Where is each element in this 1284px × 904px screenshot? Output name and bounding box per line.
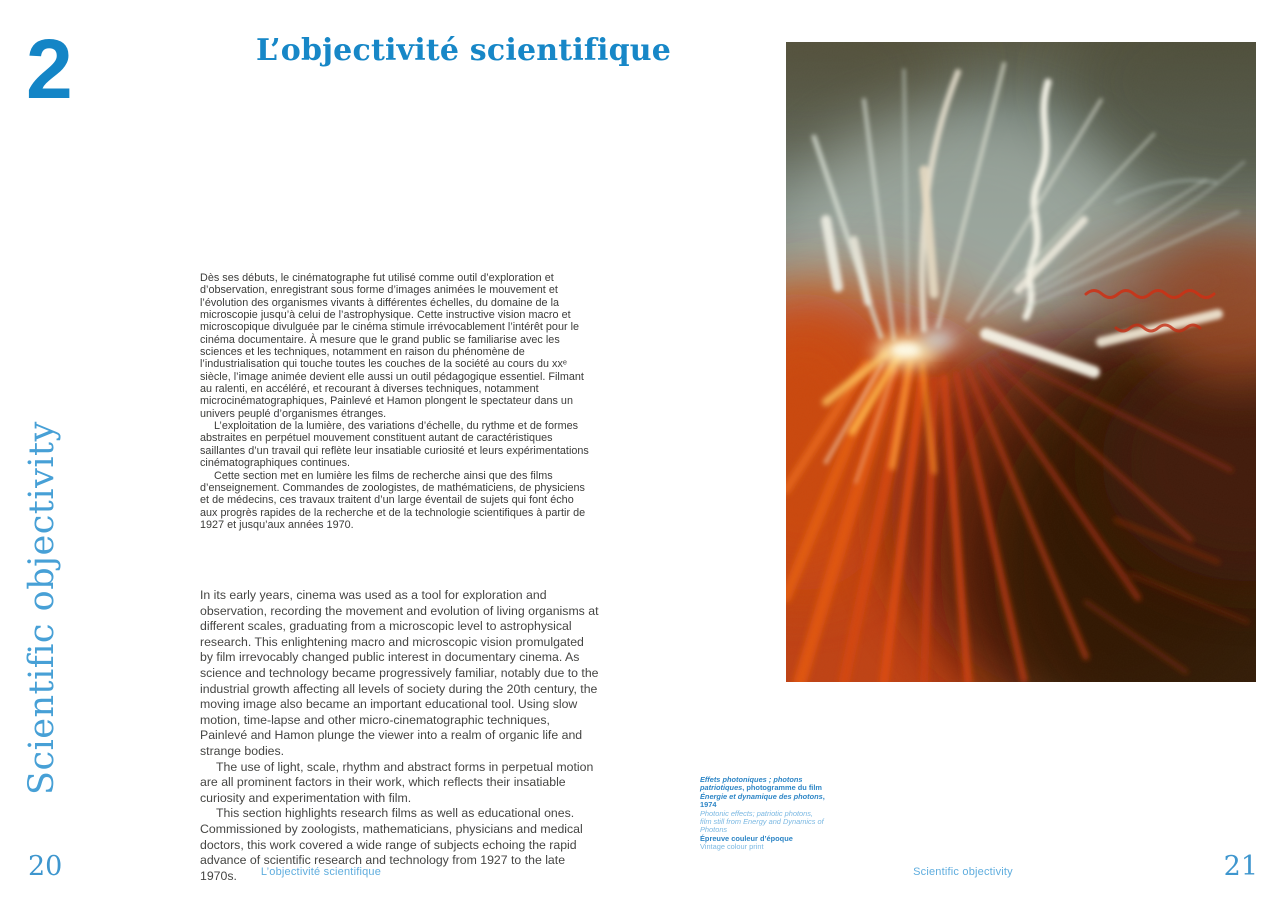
caption-english: Photonic effects; patriotic photons, film still from Energy and Dynamics of Photons [700, 808, 824, 835]
caption-medium-french: Épreuve couleur d’époque [700, 833, 793, 843]
running-title-right: Scientific objectivity [913, 866, 1013, 878]
artwork-photo [786, 42, 1256, 682]
caption-french [700, 776, 826, 810]
english-paragraph-2: The use of light, scale, rhythm and abstract forms in perpetual motion are all prominent factors in their work, which reflects their insatiable curiosity and experimentation with film. [200, 759, 594, 805]
french-paragraph-2: L’exploitation de la lumière, des variations d’échelle, du rythme et de formes abstraites en perpétuel mouvement constituent autant de caractéristiques saillantes d’un travail qui reflète leur insatiable curiosité et leurs expérimentations cinématographiques continues. [200, 420, 589, 470]
photo-caption [700, 776, 826, 852]
french-paragraph-3: Cette section met en lumière les films de recherche ainsi que des films d’enseignement. Commandes de zoologistes, de mathématiciens, de physiciens et de médecins, ces travaux traitent d’un large éventail de sujets qui font écho aux progrès rapides de la recherche et de la technologie scientifiques à partir de 1927 et jusqu’aux années 1970. [200, 469, 586, 531]
page-number-right: 21 [1223, 851, 1258, 882]
caption-medium-english: Vintage colour print [700, 842, 764, 852]
english-paragraph-1: In its early years, cinema was used as a tool for exploration and observation, recording the movement and evolution of living organisms at different scales, graduating from a microscopic level to astrophysical research. This enlightening macro and microscopic vision promulgated by film irrevocably changed public interest in documentary cinema. As science and technology became progressively familiar, notably due to the industrial growth affecting all levels of society during the 20th century, the moving image also became an important educational tool. Using slow motion, time-lapse and other micro-cinematographic techniques, Painlevé and Hamon plunge the viewer into a realm of organic life and strange bodies. [200, 588, 599, 758]
caption-fr-connector: , photogramme du film [742, 783, 822, 793]
vertical-section-label: Scientific objectivity [22, 421, 62, 795]
photo-light-streaks-illustration [786, 42, 1256, 682]
english-paragraph-3: This section highlights research films as well as educational ones. Commissioned by zoologists, mathematicians, physicians and medical doctors, this work covered a wide range of subjects echoing the rapid advance of scientific research and technology from 1927 to the late 1970s. [200, 806, 583, 883]
french-text-block [200, 272, 592, 531]
caption-fr-title: Effets photoniques ; photons patriotiques [700, 775, 803, 793]
caption-fr-film-title: Énergie et dynamique des photons [700, 791, 823, 801]
page-title: L’objectivité scientifique [256, 33, 672, 68]
english-text-block [200, 588, 599, 884]
french-paragraph-1: Dès ses débuts, le cinématographe fut utilisé comme outil d’exploration et d’observation, enregistrant sous forme d’images animées le mouvement et l’évolution des organismes vivants à différentes échelles, du domaine de la microscopie jusqu’à celui de l’astrophysique. Cette instructive vision macro et microscopique divulguée par le cinéma stimule irrévocablement l’intérêt pour le cinéma documentaire. À mesure que le grand public se familiarise avec les sciences et les techniques, notamment en raison du phénomène de l’industrialisation qui touche toutes les couches de la société au cours du xxᵉ siècle, l’image animée devient elle aussi un outil pédagogique essentiel. Filmant au ralenti, en accéléré, et recourant à diverses techniques, notamment microcinématographiques, Painlevé et Hamon plongent le spectateur dans un univers peuplé d’organismes étranges. [200, 272, 584, 420]
chapter-number: 2 [26, 22, 71, 116]
page-number-left: 20 [28, 851, 63, 882]
running-title-left: L’objectivité scientifique [260, 866, 382, 878]
caption-fr-year: , 1974 [700, 791, 825, 810]
